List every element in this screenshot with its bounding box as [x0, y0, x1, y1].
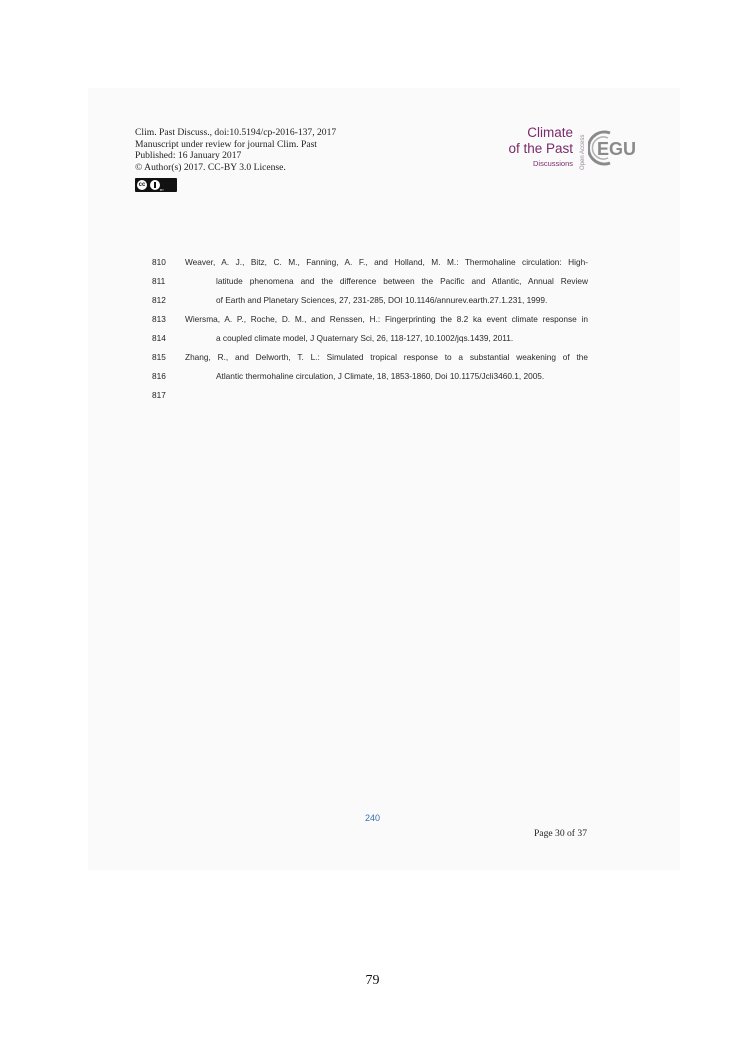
reference-list	[152, 253, 588, 405]
journal-name-line2: of the Past	[508, 141, 573, 156]
reference-text: Weaver, A. J., Bitz, C. M., Fanning, A. F., and Holland, M. M.: Thermohaline circulation: High-	[185, 257, 588, 267]
reference-text: latitude phenomena and the difference between the Pacific and Atlantic, Annual Review	[216, 276, 588, 286]
reference-text: a coupled climate model, J Quaternary Sci, 26, 118-127, 10.1002/jqs.1439, 2011.	[216, 333, 514, 343]
line-number: 814	[152, 333, 166, 343]
reference-line	[152, 348, 588, 367]
egu-logo-icon	[588, 128, 638, 168]
line-number: 816	[152, 371, 166, 381]
citation-line: Clim. Past Discuss., doi:10.5194/cp-2016-137, 2017	[135, 127, 337, 138]
reference-line	[152, 310, 588, 329]
citation-header	[135, 127, 336, 173]
egu-text: EGU	[597, 139, 637, 159]
line-number: 817	[152, 390, 166, 400]
inner-page-number: 240	[364, 813, 381, 823]
reference-line	[152, 386, 588, 405]
cc-by-label: BY	[160, 188, 165, 192]
reference-line	[152, 272, 588, 291]
reference-text: of Earth and Planetary Sciences, 27, 231-285, DOI 10.1146/annurev.earth.27.1.231, 1999.	[216, 295, 548, 305]
line-number: 815	[152, 352, 166, 362]
manuscript-page	[88, 88, 680, 870]
reference-line	[152, 291, 588, 310]
reference-text: Atlantic thermohaline circulation, J Climate, 18, 1853-1860, Doi 10.1175/Jcli3460.1, 2005.	[216, 371, 545, 381]
open-access-label	[578, 126, 588, 170]
outer-page-number: 79	[365, 973, 380, 988]
cc-icon: cc	[138, 182, 146, 188]
journal-name-line1: Climate	[527, 125, 573, 140]
reference-line	[152, 367, 588, 386]
cc-by-license-badge	[135, 178, 177, 192]
line-number: 812	[152, 295, 166, 305]
journal-subtitle: Discussions	[532, 159, 573, 168]
line-number: 811	[152, 276, 166, 286]
reference-text: Wiersma, A. P., Roche, D. M., and Renssen, H.: Fingerprinting the 8.2 ka event climate response in	[185, 314, 588, 324]
page-counter: Page 30 of 37	[533, 828, 587, 839]
attribution-icon	[150, 180, 160, 190]
line-number: 813	[152, 314, 166, 324]
status-line: Manuscript under review for journal Clim. Past	[135, 138, 317, 150]
line-number: 810	[152, 257, 166, 267]
published-line: Published: 16 January 2017	[135, 150, 242, 162]
open-access-text: Open Access	[580, 134, 586, 170]
reference-line	[152, 329, 588, 348]
reference-text: Zhang, R., and Delworth, T. L.: Simulated tropical response to a substantial weakening of the	[185, 352, 588, 362]
reference-line	[152, 253, 588, 272]
license-line: © Author(s) 2017. CC-BY 3.0 License.	[135, 161, 286, 173]
